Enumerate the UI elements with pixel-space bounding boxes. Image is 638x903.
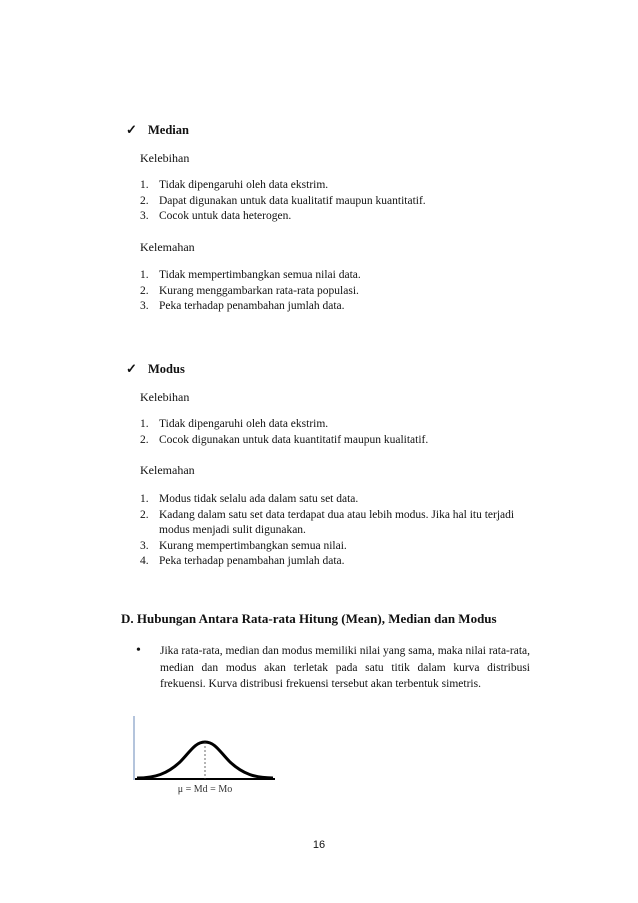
modus-disadvantages-label: Kelemahan bbox=[140, 463, 195, 477]
modus-advantages-label: Kelebihan bbox=[140, 390, 190, 404]
list-item: 1. Tidak dipengaruhi oleh data ekstrim. bbox=[140, 179, 329, 191]
list-item: 3. Cocok untuk data heterogen. bbox=[140, 210, 292, 222]
bullet-icon: • bbox=[136, 643, 141, 658]
list-item: 1. Tidak mempertimbangkan semua nilai data. bbox=[140, 269, 361, 281]
modus-heading bbox=[126, 361, 185, 377]
median-disadvantages-label: Kelemahan bbox=[140, 240, 195, 254]
median-advantages-list bbox=[140, 178, 520, 225]
list-item: 2. Kadang dalam satu set data terdapat dua atau lebih modus. Jika hal itu terjadi modus menjadi sulit digunakan. bbox=[140, 508, 515, 536]
list-item: 3. Kurang mempertimbangkan semua nilai. bbox=[140, 539, 347, 552]
list-item: 2. Dapat digunakan untuk data kualitatif maupun kuantitatif. bbox=[140, 194, 426, 207]
checkmark-icon: ✓ bbox=[126, 361, 137, 376]
list-item: 3. Peka terhadap penambahan jumlah data. bbox=[140, 300, 345, 312]
checkmark-icon: ✓ bbox=[126, 122, 137, 137]
section-d-title: D. Hubungan Antara Rata-rata Hitung (Mean), Median dan Modus bbox=[121, 611, 497, 626]
center-label: μ = Md = Mo bbox=[177, 784, 233, 795]
median-heading bbox=[126, 122, 189, 138]
median-title: Median bbox=[148, 122, 189, 137]
list-item: 2. Cocok digunakan untuk data kuantitatif maupun kualitatif. bbox=[140, 433, 429, 446]
normal-curve-svg bbox=[125, 714, 275, 796]
modus-advantages-list bbox=[140, 417, 520, 448]
list-item: 1. Modus tidak selalu ada dalam satu set data. bbox=[140, 493, 359, 505]
page-number: 16 bbox=[312, 839, 326, 851]
list-item: 2. Kurang menggambarkan rata-rata populasi. bbox=[140, 284, 359, 297]
list-item: 1. Tidak dipengaruhi oleh data ekstrim. bbox=[140, 418, 329, 430]
modus-disadvantages-list bbox=[140, 492, 535, 570]
median-disadvantages-list bbox=[140, 268, 520, 315]
section-d-bullet: • Jika rata-rata, median dan modus memiliki nilai yang sama, maka nilai rata-rata, median dan modus akan terletak pada satu titik dalam kurva distribusi frekuensi. Kurva distribusi frekuensi tersebut akan terbentuk simetris. bbox=[136, 643, 530, 693]
list-item: 4. Peka terhadap penambahan jumlah data. bbox=[140, 555, 345, 567]
modus-title: Modus bbox=[148, 361, 185, 376]
median-advantages-label: Kelebihan bbox=[140, 151, 190, 165]
normal-curve-figure bbox=[125, 714, 275, 796]
